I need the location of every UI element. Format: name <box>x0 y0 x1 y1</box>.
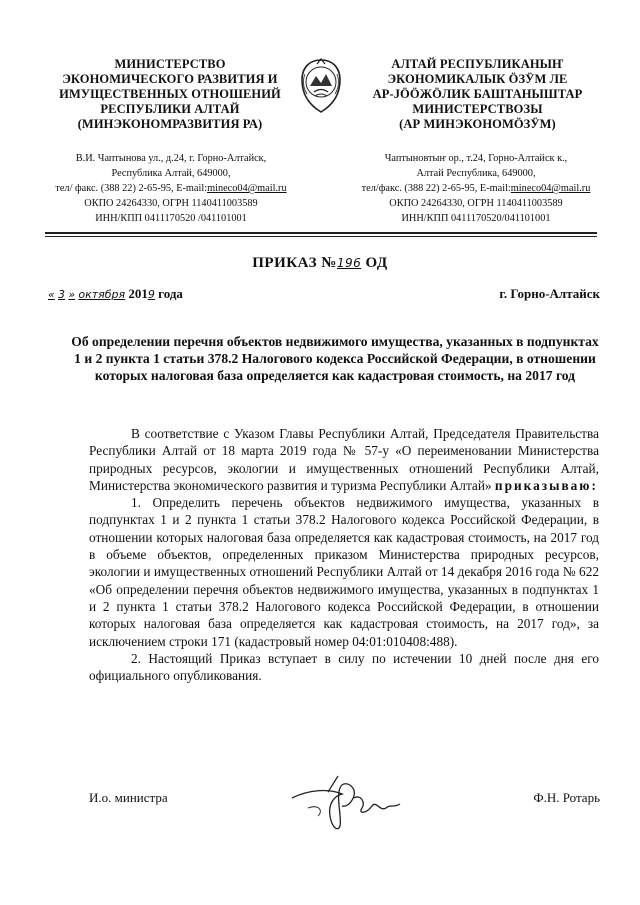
date-close-quote: » <box>68 288 76 301</box>
header-line: ЭКОНОМИКАЛЫК ӦЗӰМ ЛЕ <box>387 72 568 86</box>
city: г. Горно-Алтайск <box>499 286 600 301</box>
tax-id-line: ИНН/КПП 0411170520 /041101001 <box>95 213 247 224</box>
body-paragraph: 2. Настоящий Приказ вступает в силу по истечении 10 дней после дня его официального опубликования. <box>89 650 599 684</box>
contact-line <box>330 181 622 196</box>
header-divider-thin <box>45 236 597 237</box>
contact-line <box>40 181 302 196</box>
address-block-altai <box>330 151 622 226</box>
header-line: (МИНЭКОНОМРАЗВИТИЯ РА) <box>77 117 263 131</box>
handwritten-signature-icon <box>288 768 408 838</box>
email-link[interactable]: mineco04@mail.ru <box>207 183 287 194</box>
header-line: МИНИСТЕРСТВОЗЫ <box>412 102 543 116</box>
date-month: октября <box>78 288 126 301</box>
intro-text: В соответствие с Указом Главы Республики Алтай, Председателя Правительства Республики Алтай от 18 марта 2019 года № 57-у «О переименовании Министерства природных ресурсов, экологии и имущественных отношений Республики Алтай, Министерства экономического развития и туризма Республики Алтай» <box>89 426 599 493</box>
ministry-header-russian <box>45 57 295 132</box>
order-number: 196 <box>336 256 362 270</box>
address-block-russian <box>40 151 302 226</box>
order-suffix: ОД <box>365 255 388 271</box>
address-line: Алтай Республика, 649000, <box>416 168 536 179</box>
header-line: ИМУЩЕСТВЕННЫХ ОТНОШЕНИЙ <box>59 87 281 101</box>
header-line: МИНИСТЕРСТВО <box>114 57 226 71</box>
body-paragraph: 1. Определить перечень объектов недвижимого имущества, указанных в подпунктах 1 и 2 пункта 1 статьи 378.2 Налогового кодекса Российской Федерации, в отношении которых налоговая база определяется как кадастровая стоимость, на 2017 год в объеме объектов, определенных приказом Министерства природных ресурсов, экологии и имущественных отношений Республики Алтай от 14 декабря 2016 года № 622 «Об определении перечня объектов недвижимого имущества, указанных в подпунктах 1 и 2 пункта 1 статьи 378.2 Налогового кодекса Российской Федерации, в отношении которых налоговая база определяется как кадастровая стоимость, на 2017 год», за исключением строки 171 (кадастровый номер 04:01:010408:488). <box>89 495 599 649</box>
order-title <box>0 255 640 272</box>
email-link[interactable]: mineco04@mail.ru <box>510 183 591 194</box>
phone-text: тел/ факс. (388 22) 2-65-95, E-mail: <box>55 183 208 194</box>
ministry-header-altai <box>335 57 620 132</box>
address-line: В.И. Чаптынова ул., д.24, г. Горно-Алтайск, <box>75 153 267 164</box>
address-line: Чаптыновтыҥ ор., т.24, Горно-Алтайск к., <box>384 153 568 164</box>
signatory-name: Ф.Н. Ротарь <box>533 790 600 805</box>
order-directive: приказываю: <box>494 477 598 493</box>
address-line: Республика Алтай, 649000, <box>111 168 231 179</box>
date-line <box>48 286 600 302</box>
header-line: ЭКОНОМИЧЕСКОГО РАЗВИТИЯ И <box>62 72 278 86</box>
date-year-digit: 9 <box>147 288 155 301</box>
header-divider-thick <box>45 232 597 234</box>
order-prefix: ПРИКАЗ № <box>252 255 337 271</box>
date-day: 3 <box>58 288 66 301</box>
registration-line: ОКПО 24264330, ОГРН 1140411003589 <box>84 198 258 209</box>
signatory-position: И.о. министра <box>89 790 168 805</box>
header-line: АЛТАЙ РЕСПУБЛИКАНЫҤ <box>391 57 564 71</box>
registration-line: ОКПО 24264330, ОГРН 1140411003589 <box>389 198 563 209</box>
phone-text: тел/факс. (388 22) 2-65-95, E-mail: <box>361 183 511 194</box>
order-body <box>89 425 599 684</box>
tax-id-line: ИНН/КПП 0411170520/041101001 <box>401 213 551 224</box>
date-year-prefix: 201 <box>128 286 148 301</box>
date-year-suffix: года <box>158 286 183 301</box>
order-subject: Об определении перечня объектов недвижимого имущества, указанных в подпунктах 1 и 2 пункта 1 статьи 378.2 Налогового кодекса Российской Федерации, в отношении которых налоговая база определяется как кадастровая стоимость, на 2017 год <box>71 334 599 383</box>
header-line: РЕСПУБЛИКИ АЛТАЙ <box>100 102 240 116</box>
header-line: (АР МИНЭКОНОМӦЗӰМ) <box>399 117 556 131</box>
date-open-quote: « <box>48 288 55 301</box>
header-line: АР-ЈӦӦЖӦЛИК БАШТАНЫШТАР <box>372 87 583 101</box>
body-paragraph <box>89 425 599 494</box>
